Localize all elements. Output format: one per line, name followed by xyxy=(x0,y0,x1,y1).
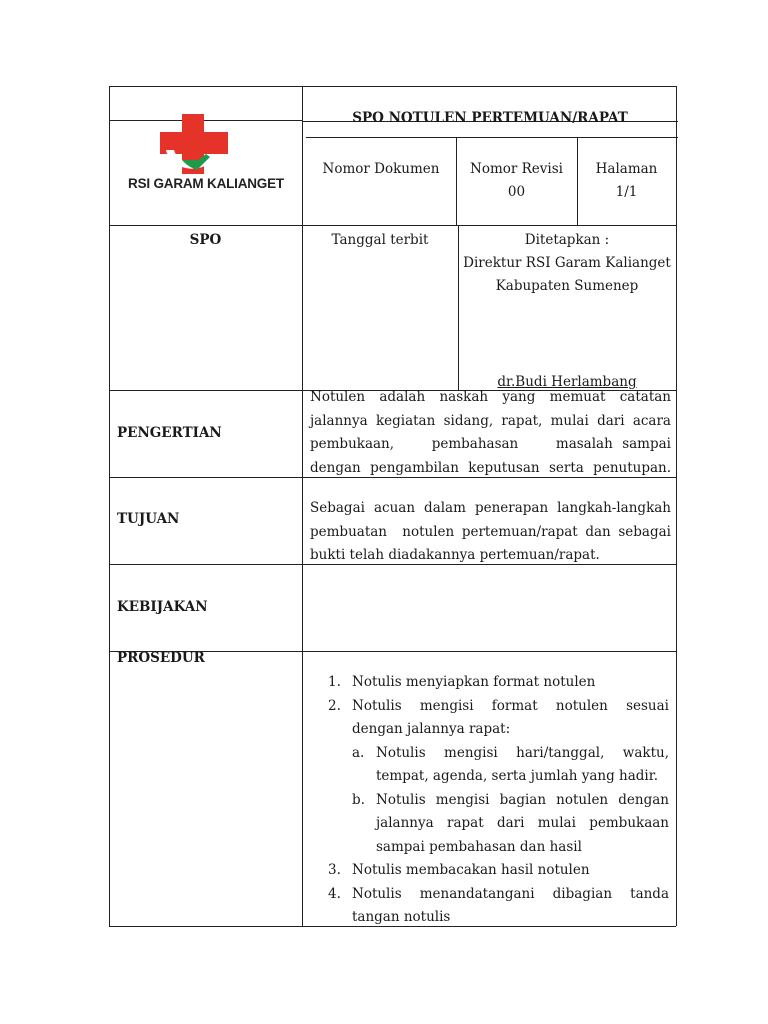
tujuan-text xyxy=(310,497,671,568)
step-line: Notulis membacakan hasil notulen xyxy=(352,862,590,878)
pengertian-line: dengan pengambilan keputusan serta penutupan. xyxy=(310,459,671,476)
tujuan-line: Sebagai acuan dalam penerapan langkah-langkah xyxy=(310,500,671,516)
substep-letter: b. xyxy=(352,791,365,808)
substep-letter: a. xyxy=(352,744,365,761)
pengertian-label: PENGERTIAN xyxy=(117,425,222,441)
step-line: Notulis menyiapkan format notulen xyxy=(352,674,596,690)
prosedur-step xyxy=(328,883,669,930)
prosedur-steps xyxy=(328,671,669,930)
pengertian-text xyxy=(310,386,671,480)
table-divider-left-column xyxy=(302,86,303,926)
substep-line: Notulis mengisi hari/tanggal, waktu, xyxy=(376,744,669,761)
substep-line: Notulis mengisi bagian notulen dengan xyxy=(376,791,669,808)
substep-line: jalannya rapat dari mulai pembukaan xyxy=(376,815,669,831)
issue-date-label: Tanggal terbit xyxy=(331,232,429,248)
prosedur-step xyxy=(328,695,669,860)
revision-value: 00 xyxy=(507,184,526,200)
header-line-meta-top xyxy=(306,137,678,138)
step-line: tangan notulis xyxy=(352,909,451,925)
approved-label: Ditetapkan : xyxy=(524,232,610,248)
step-number: 1. xyxy=(328,674,341,690)
prosedur-step xyxy=(328,671,669,695)
table-border-right xyxy=(676,86,677,926)
doc-number-label: Nomor Dokumen xyxy=(322,161,440,177)
prosedur-step xyxy=(328,859,669,883)
step-number: 3. xyxy=(328,862,341,878)
substep-line: tempat, agenda, serta jumlah yang hadir. xyxy=(376,768,658,784)
step-line: Notulis menandatangani dibagian tanda xyxy=(352,885,669,902)
prosedur-label: PROSEDUR xyxy=(117,650,205,666)
step-line: Notulis mengisi format notulen sesuai xyxy=(352,697,669,714)
approver-line-1: Direktur RSI Garam Kalianget xyxy=(463,255,671,271)
tujuan-line: bukti telah diadakannya pertemuan/rapat. xyxy=(310,547,600,563)
tujuan-label: TUJUAN xyxy=(117,511,180,527)
revision-label: Nomor Revisi xyxy=(470,161,563,177)
signatory-name: dr.Budi Herlambang xyxy=(497,374,637,390)
header-line-bottom xyxy=(109,225,676,226)
page-value: 1/1 xyxy=(615,184,638,200)
table-border-left xyxy=(109,86,110,926)
page-label: Halaman xyxy=(595,161,658,177)
pengertian-line: Notulen adalah naskah yang memuat catatan xyxy=(310,389,671,405)
approver-line-2: Kabupaten Sumenep xyxy=(495,278,639,294)
document-title: SPO NOTULEN PERTEMUAN/RAPAT xyxy=(352,110,628,126)
prosedur-substep xyxy=(352,742,669,789)
tujuan-line: pembuatan notulen pertemuan/rapat dan sebagai xyxy=(310,523,671,540)
step-number: 4. xyxy=(328,885,341,902)
hospital-name: RSI GARAM KALIANGET xyxy=(128,176,284,191)
spo-label: SPO xyxy=(189,232,222,248)
pengertian-line: pembukaan, pembahasan masalah sampai xyxy=(310,436,671,452)
hospital-logo-icon xyxy=(156,110,232,178)
step-number: 2. xyxy=(328,697,341,714)
step-line: dengan jalannya rapat: xyxy=(352,721,511,737)
substep-line: sampai pembahasan dan hasil xyxy=(376,838,582,855)
pengertian-line: jalannya kegiatan sidang, rapat, mulai dari acara xyxy=(310,412,671,429)
prosedur-substep xyxy=(352,789,669,860)
table-border-top xyxy=(109,86,676,87)
kebijakan-label: KEBIJAKAN xyxy=(117,599,208,615)
